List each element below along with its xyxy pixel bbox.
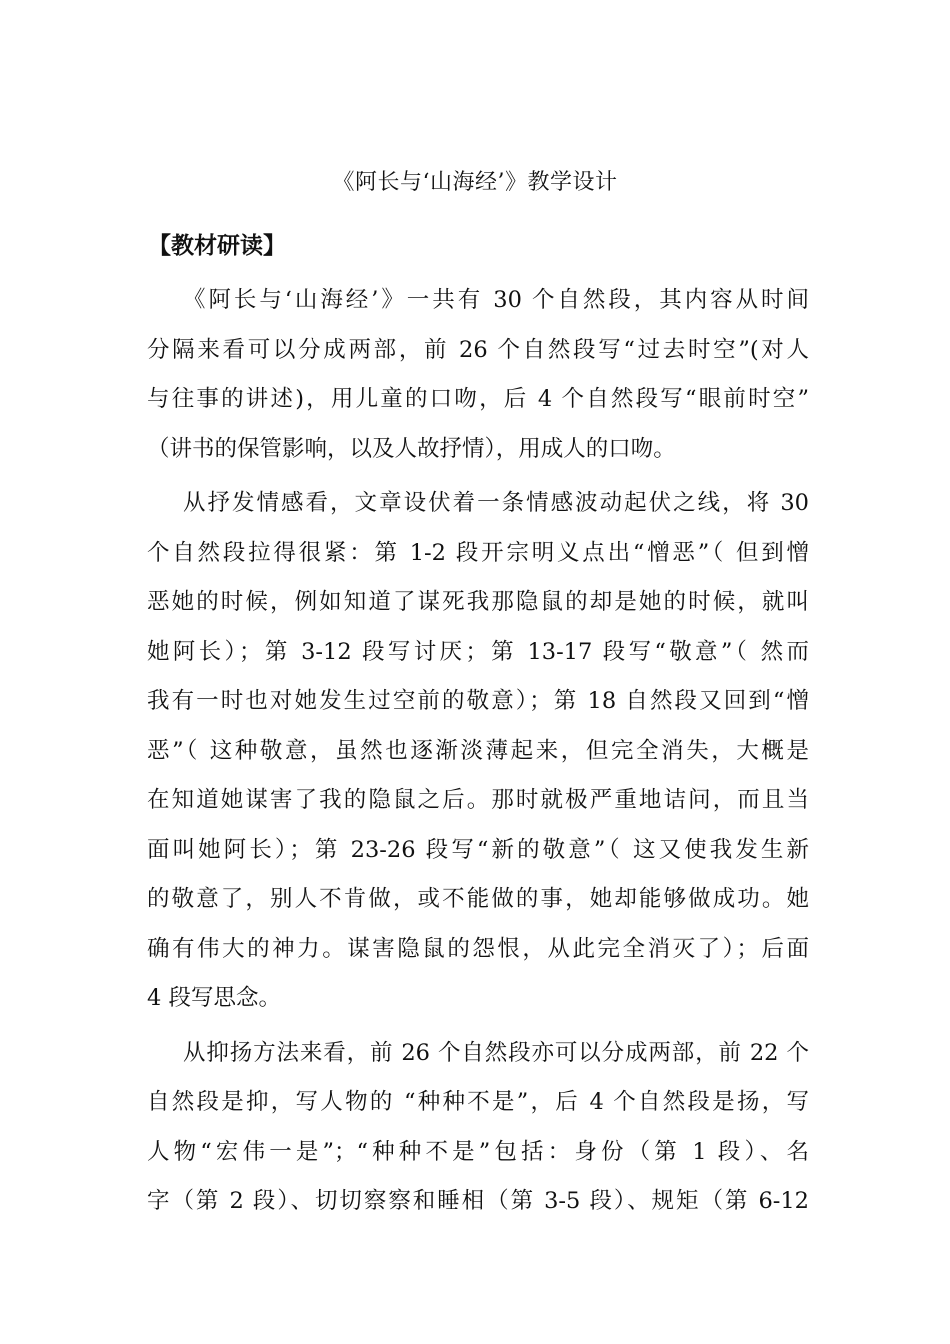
text-line: 从抑扬方法来看，前 26 个自然段亦可以分成两部，前 22 个 [183,1039,809,1066]
text-line: 从抒发情感看，文章设伏着一条情感波动起伏之线，将 30 [183,490,809,516]
text-line: 自然段是抑，写人物的 “种种不是”，后 4 个自然段是扬，写 [147,1089,809,1115]
text-line: 分隔来看可以分成两部，前 26 个自然段写“过去时空”(对人 [147,336,809,363]
text-line: 字（第 2 段）、切切察察和睡相（第 3-5 段）、规矩（第 6-12 [147,1188,809,1214]
document-title: 《阿长与‘山海经’》教学设计 [332,170,618,195]
text-line: 我有一时也对她发生过空前的敬意）；第 18 自然段又回到“憎 [147,688,809,714]
paragraph [147,479,809,1024]
text-line: （讲书的保管影响，以及人故抒情），用成人的口吻。 [147,435,676,462]
paragraph [147,1029,809,1227]
text-line: 个自然段拉得很紧：第 1-2 段开宗明义点出“憎恶”（ 但到憎 [147,539,809,566]
text-line: 确有伟大的神力。谋害隐鼠的怨恨，从此完全消灭了）；后面 [147,935,809,962]
paragraph [147,276,809,474]
text-line: 面叫她阿长）；第 23-26 段写“新的敬意”（ 这又使我发生新 [147,836,809,863]
text-line: 恶她的时候，例如知道了谋死我那隐鼠的却是她的时候，就叫 [147,589,809,615]
text-line: 她阿长）；第 3-12 段写讨厌；第 13-17 段写“敬意”（ 然而 [147,638,809,665]
section-heading: 【教材研读】 [148,233,286,259]
text-line: 与往事的讲述)，用儿童的口吻，后 4 个自然段写“眼前时空” [147,386,809,412]
text-line: 恶”（ 这种敬意，虽然也逐渐淡薄起来，但完全消失，大概是 [147,737,809,764]
text-line: 人物“宏伟一是”；“种种不是”包括：身份（第 1 段）、名 [147,1138,809,1165]
text-line: 《阿长与‘山海经’》一共有 30 个自然段，其内容从时间 [183,287,809,313]
text-line: 4 段写思念。 [147,985,281,1011]
text-line: 在知道她谋害了我的隐鼠之后。那时就极严重地诘问，而且当 [147,787,809,813]
document-body [147,276,809,1227]
text-line: 的敬意了，别人不肯做，或不能做的事，她却能够做成功。她 [147,886,809,912]
